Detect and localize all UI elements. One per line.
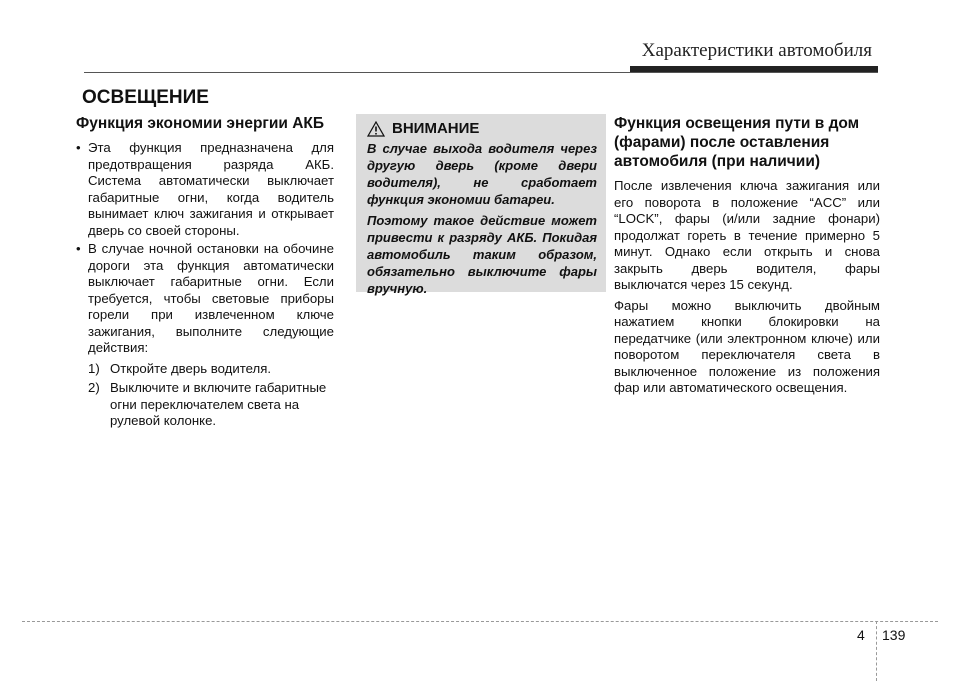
section-title: ОСВЕЩЕНИЕ: [82, 87, 209, 108]
warning-header: [367, 120, 597, 137]
header-rule-thin: [84, 72, 878, 73]
footer-rule: [22, 621, 938, 622]
bullet-icon: •: [76, 140, 81, 155]
step-number: 1): [88, 360, 100, 376]
escort-light-paragraph: Фары можно выключить двойным нажатием кнопки блокировки на передатчике (или электронном ключе) или поворотом переключателя света в выключенное положение из положения фар или автоматического освещения.: [614, 297, 880, 395]
step-number: 2): [88, 380, 100, 395]
list-item: • Эта функция предназначена для предотвращения разряда АКБ. Система автоматически выключает габаритные огни, когда водитель вынимает ключ зажигания и открывает дверь со своей стороны.: [76, 140, 334, 238]
warning-triangle-icon: [367, 121, 385, 137]
header-title: Характеристики автомобиля: [641, 40, 872, 61]
step-text: Выключите и включите габаритные огни переключателем света на рулевой колонке.: [110, 380, 327, 428]
step-text: Откройте дверь водителя.: [110, 360, 271, 376]
bullet-icon: •: [76, 241, 81, 256]
warning-paragraph: В случае выхода водителя через другую дверь (кроме двери водителя), не сработает функция экономии батареи.: [367, 141, 597, 207]
battery-saver-heading: Функция экономии энергии АКБ: [76, 115, 325, 132]
escort-light-heading: Функция освещения пути в дом (фарами) после оставления автомобиля (при наличии): [614, 115, 860, 170]
chapter-number: 4: [857, 627, 865, 643]
warning-title: ВНИМАНИЕ: [392, 120, 480, 137]
warning-box: [356, 114, 606, 296]
step-item: [88, 380, 334, 430]
step-item: [88, 361, 334, 378]
right-column: [614, 114, 880, 401]
warning-paragraph: Поэтому такое действие может привести к разряду АКБ. Покидая автомобиль таким образом, обязательно выключите фары вручную.: [367, 213, 597, 296]
list-item: • В случае ночной остановки на обочине дороги эта функция автоматически выключает габаритные огни. Если требуется, чтобы световые приборы горели при извлеченном ключе зажигания, выполните следующие действия:: [76, 241, 334, 355]
page-number-divider: [876, 621, 877, 681]
battery-saver-steps: [88, 361, 334, 430]
left-column: [76, 114, 334, 433]
page-number: 139: [882, 627, 906, 643]
escort-light-paragraph: После извлечения ключа зажигания или его поворота в положение “ACC” или “LOCK”, фары (и/или задние фонари) продолжат гореть в течение примерно 5 минут. Однако если открыть и снова закрыть дверь водителя, фары выключатся через 15 секунд.: [614, 178, 880, 292]
battery-saver-bullets: [76, 140, 334, 357]
